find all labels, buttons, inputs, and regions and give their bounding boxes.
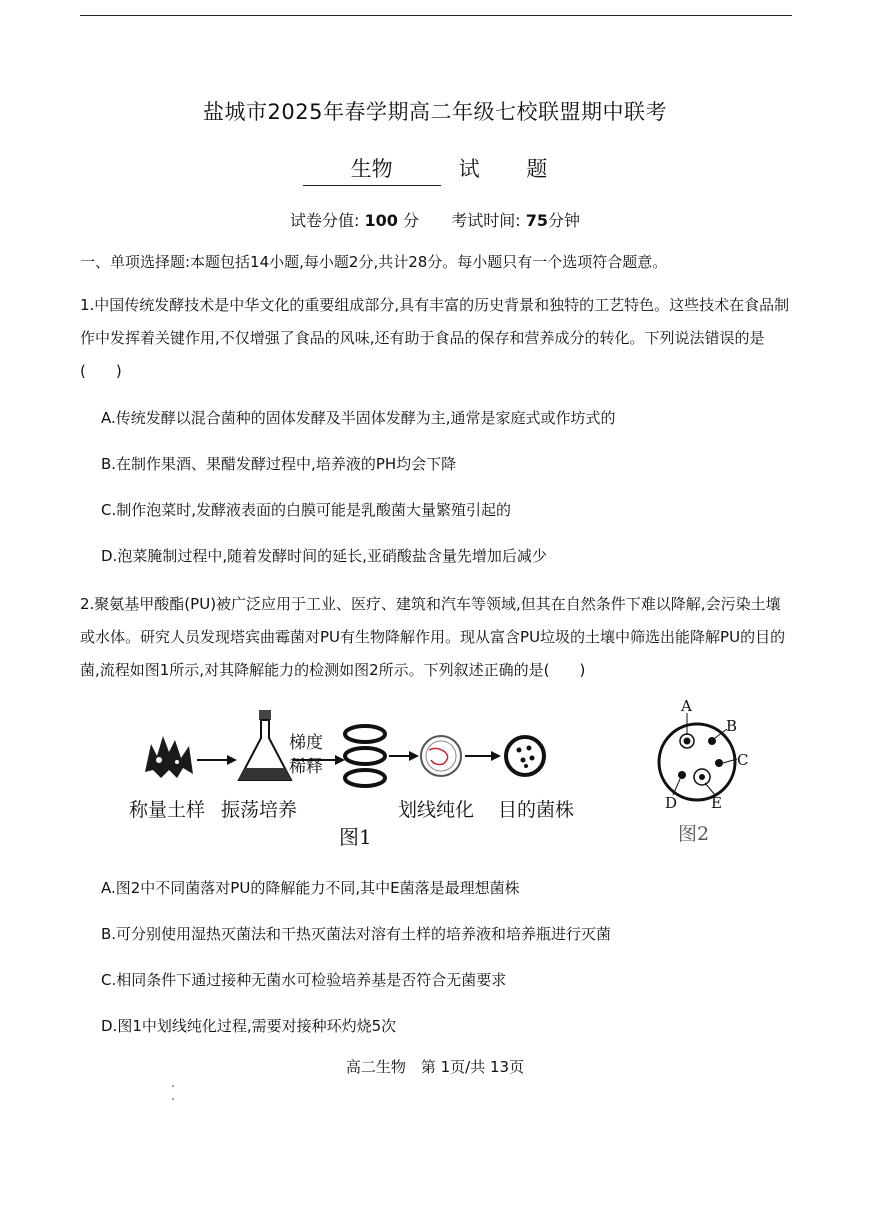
step-label-streak-purify: 划线纯化: [398, 799, 475, 821]
colony-b: [708, 737, 716, 745]
culture-dish: [659, 724, 735, 800]
streak-plate-icon: [421, 736, 461, 776]
time-unit: 分钟: [547, 211, 580, 230]
score-label: 试卷分值:: [290, 211, 360, 230]
question-2-option-c: C.相同条件下通过接种无菌水可检验培养基是否符合无菌要求: [101, 971, 507, 989]
arrow-label-dilution-2: 稀释: [289, 757, 323, 777]
colony-c: [715, 759, 723, 767]
time-label: 考试时间:: [451, 211, 521, 230]
subject-name: 生物: [303, 153, 441, 186]
exam-meta: [0, 208, 870, 231]
step-label-shake-culture: 振荡培养: [221, 799, 298, 821]
target-colony-plate-icon: [506, 737, 544, 775]
question-1-option-c: C.制作泡菜时,发酵液表面的白膜可能是乳酸菌大量繁殖引起的: [101, 501, 512, 519]
label-c: C: [737, 751, 749, 769]
scan-dot: [172, 1085, 174, 1087]
question-2-option-d: D.图1中划线纯化过程,需要对接种环灼烧5次: [101, 1017, 397, 1035]
score-unit: 分: [403, 211, 420, 230]
figure-2: [655, 695, 755, 850]
figure-1: [125, 700, 585, 850]
time-value: 75: [525, 211, 548, 230]
scan-dot: [172, 1098, 174, 1100]
colony-a: [684, 738, 691, 745]
question-1-option-a: A.传统发酵以混合菌种的固体发酵及半固体发酵为主,通常是家庭式或作坊式的: [101, 409, 616, 427]
step-label-weigh-soil: 称量土样: [129, 799, 206, 821]
soil-sample-icon: [145, 736, 193, 778]
score-value: 100: [364, 211, 398, 230]
figure-1-caption: 图1: [339, 825, 372, 849]
colony-d: [678, 771, 686, 779]
header-rule: [80, 15, 792, 16]
section-heading: 一、单项选择题:本题包括14小题,每小题2分,共计28分。每小题只有一个选项符合题意。: [80, 253, 668, 271]
exam-title: 盐城市2025年春学期高二年级七校联盟期中联考: [203, 100, 667, 124]
question-2-stem: 2.聚氨基甲酸酯(PU)被广泛应用于工业、医疗、建筑和汽车等领域,但其在自然条件下难以降解,会污染土壤或水体。研究人员发现塔宾曲霉菌对PU有生物降解作用。现从富含PU垃圾的土壤中筛选出能降解PU的目的菌,流程如图1所示,对其降解能力的检测如图2所示。下列叙述正确的是( ): [80, 595, 786, 679]
label-e: E: [711, 794, 722, 812]
label-d: D: [665, 794, 678, 812]
figure-2-caption: 图2: [678, 823, 710, 845]
label-b: B: [726, 717, 738, 735]
colony-e: [699, 774, 705, 780]
step-label-target-strain: 目的菌株: [498, 799, 575, 821]
dilution-plates-icon: [345, 726, 385, 786]
label-a: A: [681, 697, 692, 715]
question-1-option-b: B.在制作果酒、果醋发酵过程中,培养液的PH均会下降: [101, 455, 457, 473]
question-2-option-b: B.可分别使用湿热灭菌法和干热灭菌法对溶有土样的培养液和培养瓶进行灭菌: [101, 925, 612, 943]
arrow-label-dilution-1: 梯度: [289, 733, 323, 753]
question-1-option-d: D.泡菜腌制过程中,随着发酵时间的延长,亚硝酸盐含量先增加后减少: [101, 547, 547, 565]
page-footer: 高二生物 第 1页/共 13页: [345, 1058, 525, 1076]
question-2-option-a: A.图2中不同菌落对PU的降解能力不同,其中E菌落是最理想菌株: [101, 879, 520, 897]
question-1-stem: 1.中国传统发酵技术是中华文化的重要组成部分,具有丰富的历史背景和独特的工艺特色。这些技术在食品制作中发挥着关键作用,不仅增强了食品的风味,还有助于食品的保存和营养成分的转化。下列说法错误的是( ): [80, 296, 790, 380]
flask-icon: [239, 710, 291, 780]
subject-line: [0, 153, 870, 186]
doc-type: 试 题: [458, 157, 568, 181]
